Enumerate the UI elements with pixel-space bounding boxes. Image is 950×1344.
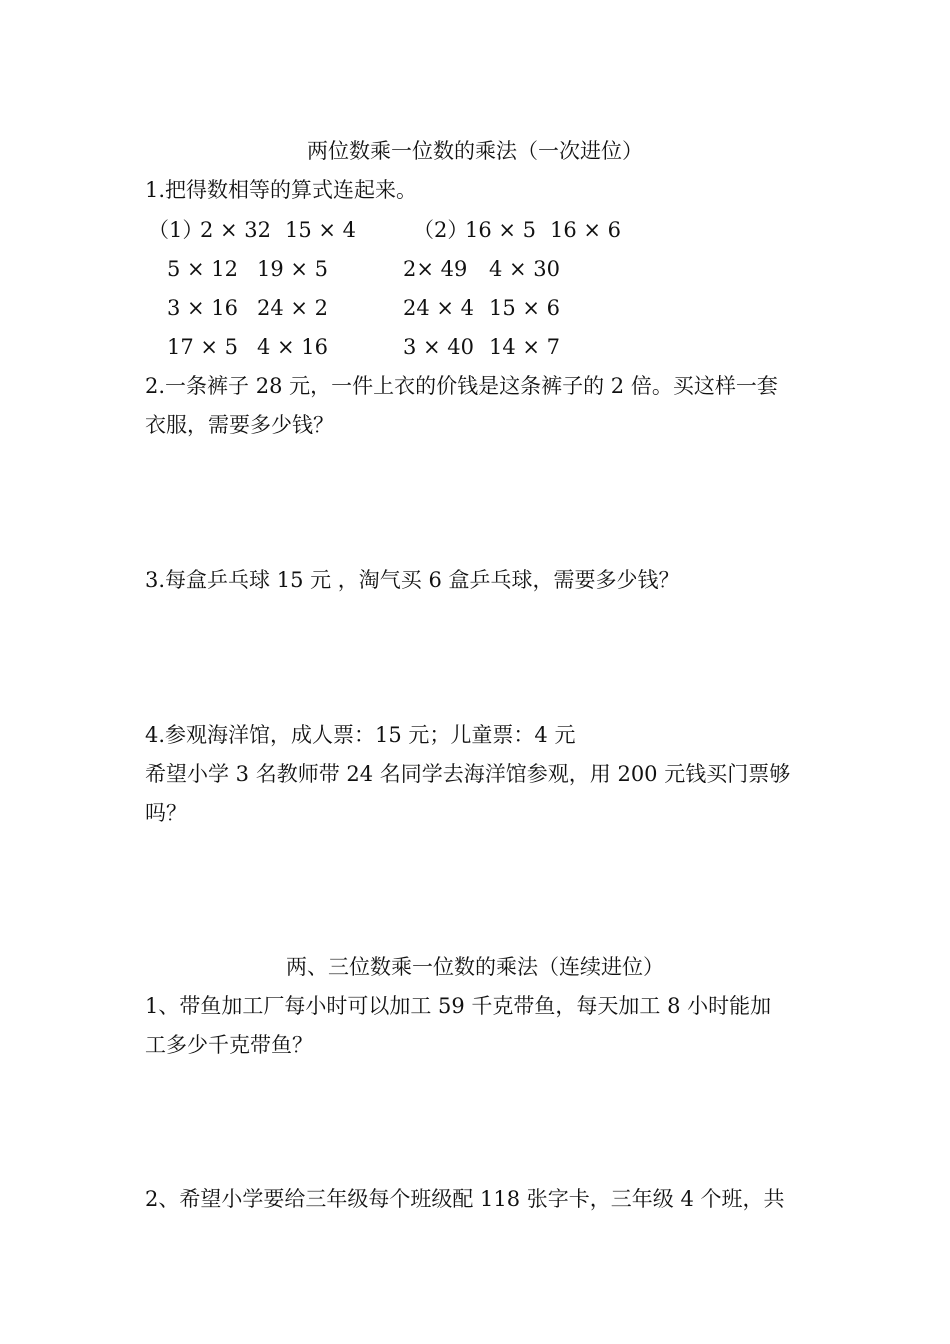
- expression: 14 × 7: [489, 335, 561, 359]
- section-2-title: 两、三位数乘一位数的乘法（连续进位）: [286, 955, 664, 979]
- expression: 15 × 6: [489, 296, 561, 320]
- question-4-line-3: 吗？: [145, 801, 187, 825]
- question-2-line-2: 衣服，需要多少钱？: [145, 413, 334, 437]
- expression: 2× 49: [403, 257, 468, 281]
- part-1-label: （1）: [148, 218, 204, 242]
- expression: 16 × 5: [465, 218, 537, 242]
- expression: 4 × 16: [257, 335, 329, 359]
- expression: 24 × 2: [257, 296, 329, 320]
- section-2-question-1-line-2: 工多少千克带鱼？: [145, 1033, 313, 1057]
- expression: 3 × 16: [167, 296, 239, 320]
- section-1-title: 两位数乘一位数的乘法（一次进位）: [307, 139, 643, 163]
- expression: 24 × 4: [403, 296, 475, 320]
- question-1-prompt: 1.把得数相等的算式连起来。: [145, 178, 418, 202]
- expression: 19 × 5: [257, 257, 329, 281]
- expression: 5 × 12: [167, 257, 239, 281]
- expression: 15 × 4: [285, 218, 357, 242]
- question-4-line-2: 希望小学 3 名教师带 24 名同学去海洋馆参观，用 200 元钱买门票够: [145, 762, 791, 786]
- expression: 3 × 40: [403, 335, 475, 359]
- expression: 17 × 5: [167, 335, 239, 359]
- question-4-line-1: 4.参观海洋馆，成人票：15 元；儿童票：4 元: [145, 723, 576, 747]
- expression: 2 × 32: [200, 218, 272, 242]
- question-3-line-1: 3.每盒乒乓球 15 元 ，淘气买 6 盒乒乓球，需要多少钱？: [145, 568, 680, 592]
- part-2-label: （2）: [413, 218, 469, 242]
- expression: 4 × 30: [489, 257, 561, 281]
- section-2-question-1-line-1: 1、带鱼加工厂每小时可以加工 59 千克带鱼，每天加工 8 小时能加: [145, 994, 772, 1018]
- expression: 16 × 6: [550, 218, 622, 242]
- question-2-line-1: 2.一条裤子 28 元，一件上衣的价钱是这条裤子的 2 倍。买这样一套: [145, 374, 778, 398]
- section-2-question-2-line-1: 2、希望小学要给三年级每个班级配 118 张字卡，三年级 4 个班，共: [145, 1187, 785, 1211]
